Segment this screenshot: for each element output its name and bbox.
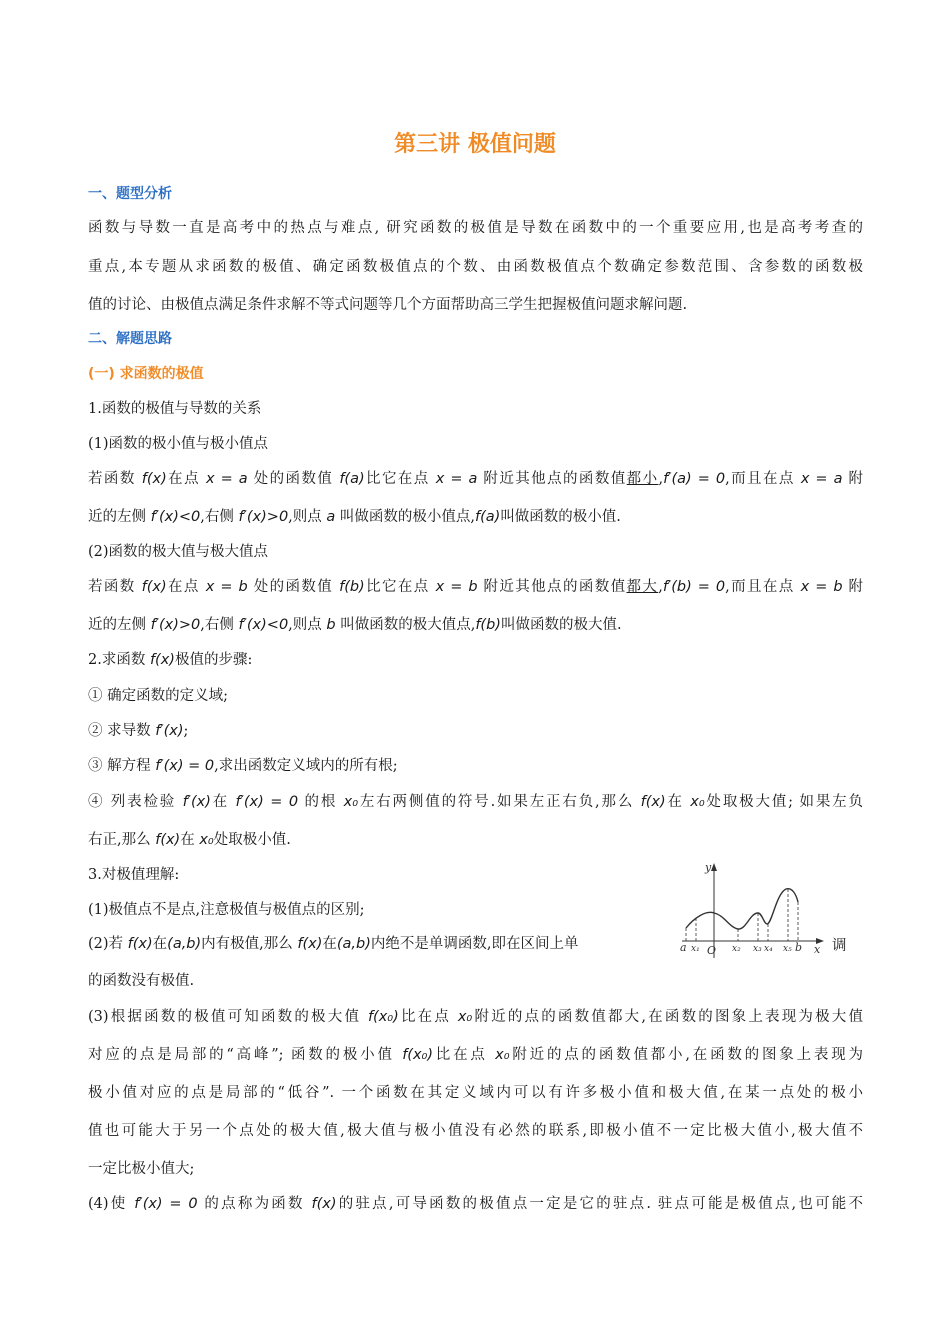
origin-label: O bbox=[707, 944, 717, 957]
x1-label: x₁ bbox=[691, 944, 700, 954]
paragraph-line: 近的左侧 f′(x)>0,右侧 f′(x)<0,则点 b 叫做函数的极大值点,f(b)叫做函数的极大值. bbox=[88, 617, 622, 633]
wrapped-char: 调 bbox=[832, 938, 847, 954]
section-heading-analysis: 一、题型分析 bbox=[88, 186, 172, 202]
paragraph-line: 若函数 f(x)在点 x = a 处的函数值 f(a)比它在点 x = a 附近其他点的函数值都小,f′(a) = 0,而且在点 x = a 附 bbox=[88, 471, 864, 487]
paragraph-line: 近的左侧 f′(x)<0,右侧 f′(x)>0,则点 a 叫做函数的极小值点,f(a)叫做函数的极小值. bbox=[88, 509, 621, 525]
a-label: a bbox=[680, 941, 687, 954]
y-axis-arrow-icon bbox=[711, 863, 717, 871]
x2-label: x₂ bbox=[732, 944, 741, 954]
section-heading-approach: 二、解题思路 bbox=[88, 331, 172, 347]
paragraph-line: 右正,那么 f(x)在 x₀处取极小值. bbox=[88, 832, 291, 848]
understanding-1: (1)极值点不是点,注意极值与极值点的区别; bbox=[88, 902, 365, 918]
x-label: x bbox=[814, 943, 821, 956]
item-heading: 2.求函数 f(x)极值的步骤: bbox=[88, 652, 253, 668]
subsection-heading: (一) 求函数的极值 bbox=[88, 366, 204, 382]
paragraph-line: 重点,本专题从求函数的极值、确定函数极值点的个数、由函数极值点个数确定参数范围、含参数的函数极 bbox=[88, 259, 863, 275]
item-heading: 1.函数的极值与导数的关系 bbox=[88, 401, 262, 417]
page-title: 第三讲 极值问题 bbox=[394, 132, 556, 157]
understanding-2: (2)若 f(x)在(a,b)内有极值,那么 f(x)在(a,b)内绝不是单调函数,即在区间上单 bbox=[88, 936, 579, 952]
paragraph-line: 值也可能大于另一个点处的极大值,极大值与极小值没有必然的联系,即极小值不一定比极大值小,极大值不 bbox=[88, 1123, 863, 1139]
item-heading: (1)函数的极小值与极小值点 bbox=[88, 436, 269, 452]
understanding-3: (3)根据函数的极值可知函数的极大值 f(x₀)比在点 x₀附近的点的函数值都大,在函数的图象上表现为极大值 bbox=[88, 1009, 864, 1025]
item-heading: (2)函数的极大值与极大值点 bbox=[88, 544, 269, 560]
paragraph-line: 一定比极小值大; bbox=[88, 1161, 195, 1177]
b-label: b bbox=[795, 941, 803, 954]
x3-label: x₃ bbox=[753, 944, 762, 954]
function-curve bbox=[686, 889, 798, 929]
step-1: ① 确定函数的定义域; bbox=[88, 688, 228, 704]
paragraph-line: 对应的点是局部的“高峰”; 函数的极小值 f(x₀)比在点 x₀附近的点的函数值都小,在函数的图象上表现为 bbox=[88, 1047, 863, 1063]
step-4: ④ 列表检验 f′(x)在 f′(x) = 0 的根 x₀左右两侧值的符号.如果左正右负,那么 f(x)在 x₀处取极大值; 如果左负 bbox=[88, 794, 864, 810]
step-2: ② 求导数 f′(x); bbox=[88, 723, 189, 739]
step-3: ③ 解方程 f′(x) = 0,求出函数定义域内的所有根; bbox=[88, 758, 398, 774]
x4-label: x₄ bbox=[764, 944, 773, 954]
extremum-graph bbox=[678, 858, 828, 962]
item-heading: 3.对极值理解: bbox=[88, 867, 180, 883]
x5-label: x₅ bbox=[783, 944, 792, 954]
paragraph-line: 极小值对应的点是局部的“低谷”. 一个函数在其定义域内可以有许多极小值和极大值,在某一点处的极小 bbox=[88, 1085, 863, 1101]
paragraph-line: 函数与导数一直是高考中的热点与难点, 研究函数的极值是导数在函数中的一个重要应用,也是高考考查的 bbox=[88, 220, 863, 236]
paragraph-line: 值的讨论、由极值点满足条件求解不等式问题等几个方面帮助高三学生把握极值问题求解问题. bbox=[88, 297, 688, 313]
paragraph-line: 若函数 f(x)在点 x = b 处的函数值 f(b)比它在点 x = b 附近其他点的函数值都大,f′(b) = 0,而且在点 x = b 附 bbox=[88, 579, 864, 595]
paragraph-line: 的函数没有极值. bbox=[88, 973, 195, 989]
y-label: y bbox=[705, 861, 712, 874]
understanding-4: (4)使 f′(x) = 0 的点称为函数 f(x)的驻点,可导函数的极值点一定是它的驻点. 驻点可能是极值点,也可能不 bbox=[88, 1196, 863, 1212]
